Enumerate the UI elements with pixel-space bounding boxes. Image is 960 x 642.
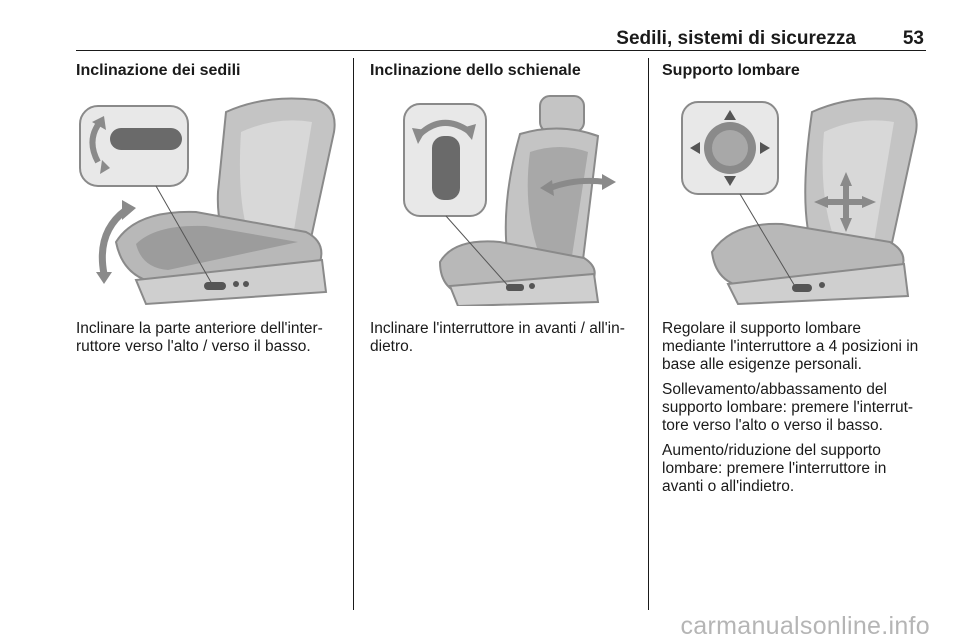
section-title: Sedili, sistemi di sicurezza — [616, 28, 856, 49]
column-lumbar-support — [662, 62, 800, 80]
paragraph: Aumento/riduzione del supporto lombare: premere l'interruttore in avanti o all'indietro. — [662, 442, 887, 495]
seat-tilt-illustration — [76, 92, 340, 306]
column-3-text — [662, 320, 934, 503]
column-divider — [648, 58, 649, 610]
lumbar-support-illustration — [662, 92, 924, 306]
paragraph: Inclinare la parte anteriore dell'inter- ruttore verso l'alto / verso il basso. — [76, 320, 323, 355]
section-heading: Inclinazione dei sedili — [76, 62, 241, 79]
column-2-text — [370, 320, 642, 363]
section-heading: Inclinazione dello schienale — [370, 62, 581, 79]
column-backrest-tilt — [370, 62, 581, 80]
header-rule — [76, 50, 926, 51]
page-number: 53 — [902, 28, 924, 49]
backrest-tilt-illustration — [370, 92, 632, 306]
paragraph: Inclinare l'interruttore in avanti / all'in- dietro. — [370, 320, 625, 355]
column-divider — [353, 58, 354, 610]
column-1-text — [76, 320, 348, 363]
paragraph: Regolare il supporto lombare mediante l'interruttore a 4 posizioni in base alle esigenze personali. — [662, 320, 919, 373]
column-seat-tilt — [76, 62, 240, 80]
section-heading: Supporto lombare — [662, 62, 800, 79]
page-header — [76, 28, 926, 50]
paragraph: Sollevamento/abbassamento del supporto lombare: premere l'interrut- tore verso l'alto o verso il basso. — [662, 381, 914, 434]
watermark: carmanualsonline.info — [680, 612, 930, 640]
